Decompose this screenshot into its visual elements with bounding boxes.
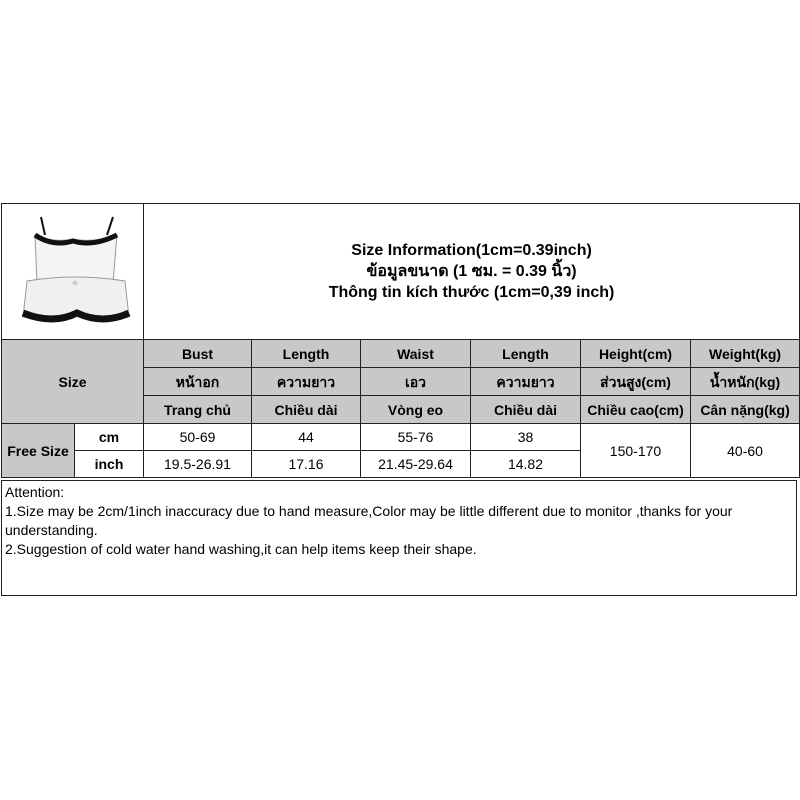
attention-notes bbox=[1, 480, 797, 596]
info-title-th: ข้อมูลขนาด (1 ซม. = 0.39 นิ้ว) bbox=[366, 263, 577, 280]
col-length-th: ความยาว bbox=[252, 368, 361, 396]
info-title-vi: Thông tin kích thước (1cm=0,39 inch) bbox=[328, 284, 615, 301]
size-table bbox=[1, 203, 800, 478]
col-height-vi: Chiều cao(cm) bbox=[581, 396, 691, 424]
col-weight-en: Weight(kg) bbox=[691, 340, 800, 368]
inch-length2: 14.82 bbox=[471, 451, 581, 478]
inch-waist: 21.45-29.64 bbox=[361, 451, 471, 478]
height-value: 150-170 bbox=[581, 424, 691, 478]
col-length2-vi: Chiều dài bbox=[471, 396, 581, 424]
weight-value: 40-60 bbox=[691, 424, 800, 478]
attention-title: Attention: bbox=[5, 484, 65, 500]
col-length-en: Length bbox=[252, 340, 361, 368]
col-length2-en: Length bbox=[471, 340, 581, 368]
inch-bust: 19.5-26.91 bbox=[144, 451, 252, 478]
size-label: Size bbox=[2, 340, 144, 424]
unit-cm: cm bbox=[75, 424, 144, 451]
col-height-th: ส่วนสูง(cm) bbox=[581, 368, 691, 396]
col-waist-en: Waist bbox=[361, 340, 471, 368]
lingerie-set-image bbox=[13, 213, 133, 331]
col-bust-en: Bust bbox=[144, 340, 252, 368]
attention-note-2: 2.Suggestion of cold water hand washing,it can help items keep their shape. bbox=[5, 541, 477, 557]
col-waist-vi: Vòng eo bbox=[361, 396, 471, 424]
info-title-en: Size Information(1cm=0.39inch) bbox=[351, 242, 592, 259]
size-chart bbox=[0, 203, 800, 597]
cm-length2: 38 bbox=[471, 424, 581, 451]
product-image bbox=[2, 204, 144, 340]
free-size-label: Free Size bbox=[2, 424, 75, 478]
col-height-en: Height(cm) bbox=[581, 340, 691, 368]
unit-inch: inch bbox=[75, 451, 144, 478]
col-waist-th: เอว bbox=[361, 368, 471, 396]
size-info-header bbox=[144, 204, 800, 340]
col-length-vi: Chiều dài bbox=[252, 396, 361, 424]
cm-length: 44 bbox=[252, 424, 361, 451]
col-weight-vi: Cân nặng(kg) bbox=[691, 396, 800, 424]
col-weight-th: น้ำหนัก(kg) bbox=[691, 368, 800, 396]
inch-length: 17.16 bbox=[252, 451, 361, 478]
col-bust-th: หน้าอก bbox=[144, 368, 252, 396]
cm-bust: 50-69 bbox=[144, 424, 252, 451]
attention-note-1: 1.Size may be 2cm/1inch inaccuracy due to hand measure,Color may be little different due to monitor ,thanks for your understanding. bbox=[5, 503, 733, 538]
cm-waist: 55-76 bbox=[361, 424, 471, 451]
col-bust-vi: Trang chủ bbox=[144, 396, 252, 424]
col-length2-th: ความยาว bbox=[471, 368, 581, 396]
